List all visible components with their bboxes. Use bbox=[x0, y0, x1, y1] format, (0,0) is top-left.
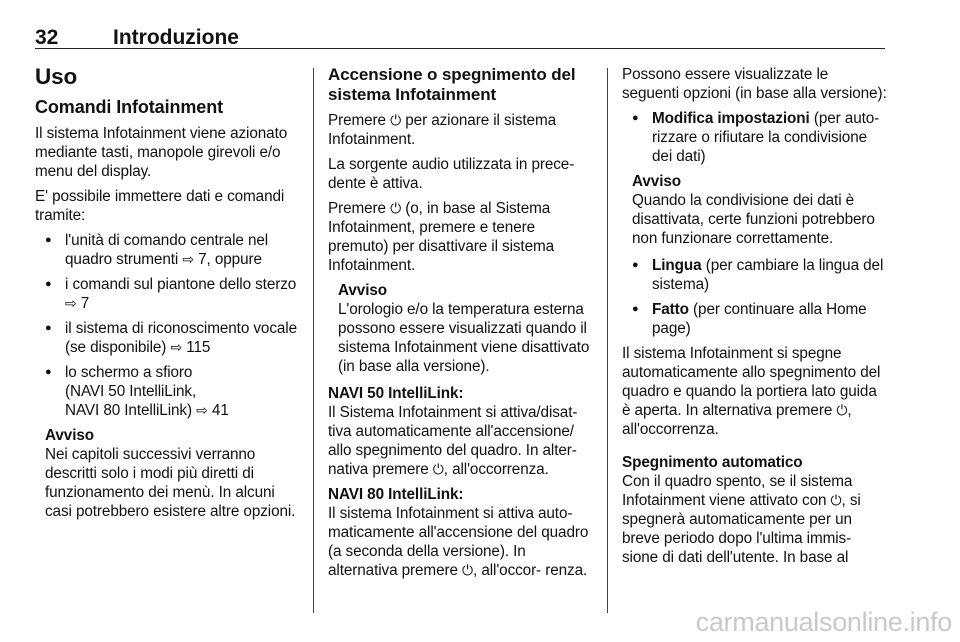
paragraph: La sorgente audio utilizzata in prece- dente è attiva. bbox=[328, 156, 575, 192]
column-divider bbox=[607, 68, 608, 613]
page-reference: 41 bbox=[211, 402, 229, 419]
note-box bbox=[328, 281, 592, 376]
note-title: Avviso bbox=[632, 173, 681, 190]
power-icon: ⏻ bbox=[462, 562, 474, 578]
note-text: Quando la condivisione dei dati è disattivata, certe funzioni potrebbero non funzionare correttamente. bbox=[632, 192, 875, 247]
section-heading: Accensione o spegnimento del sistema Infotainment bbox=[328, 65, 576, 104]
page-reference: 7 bbox=[80, 295, 90, 312]
power-icon: ⏻ bbox=[390, 200, 402, 216]
paragraph: Spegnimento automatico Con il quadro spento, se il sistema Infotainment viene attivato con ⏻, si spegnerà automaticamente per un breve periodo dopo l'ultima immis- sione di dati dell'utente. In base al bbox=[622, 454, 861, 566]
column-middle bbox=[328, 65, 592, 586]
list-item: ● Lingua (per cambiare la lingua del sistema) bbox=[622, 256, 887, 294]
note-text: L'orologio e/o la temperatura esterna possono essere visualizzati quando il sistema Infotainment viene disattivato (in base alla versione). bbox=[338, 301, 590, 375]
list-item: ● l'unità di comando centrale nel quadro strumenti ⇨ 7, oppure bbox=[35, 231, 299, 269]
note-text: Nei capitoli successivi verranno descritti solo i modi più diretti di funzionamento dei menù. In alcuni casi potrebbero esistere altre opzioni. bbox=[45, 446, 296, 520]
input-methods-list bbox=[35, 231, 299, 420]
paragraph: NAVI 50 IntelliLink: Il Sistema Infotainment si attiva/disat- tiva automaticamente all'accensione/ allo spegnimento del quadro. In alter- nativa premere ⏻, all'occorrenza. bbox=[328, 385, 578, 478]
note-box bbox=[35, 426, 299, 521]
paragraph: Possono essere visualizzate le seguenti opzioni (in base alla versione): bbox=[622, 66, 887, 102]
options-list bbox=[622, 109, 887, 166]
list-item: ● lo schermo a sfioro (NAVI 50 IntelliLink, NAVI 80 IntelliLink) ⇨ 41 bbox=[35, 363, 299, 420]
reference-arrow-icon: ⇨ bbox=[196, 402, 208, 418]
reference-arrow-icon: ⇨ bbox=[65, 295, 77, 311]
options-list bbox=[622, 256, 887, 338]
column-right bbox=[622, 65, 887, 573]
page-header bbox=[35, 26, 885, 49]
paragraph: E' possibile immettere dati e comandi tramite: bbox=[35, 188, 285, 224]
page-number: 32 bbox=[35, 26, 59, 49]
note-box bbox=[622, 172, 887, 248]
subheading: Spegnimento automatico bbox=[622, 454, 803, 471]
subheading: NAVI 80 IntelliLink: bbox=[328, 486, 464, 503]
paragraph: Premere ⏻ (o, in base al Sistema Infotainment, premere e tenere premuto) per disattivare il sistema Infotainment. bbox=[328, 200, 555, 274]
section-heading: Comandi Infotainment bbox=[35, 97, 223, 117]
page-reference: 115 bbox=[186, 339, 211, 356]
note-title: Avviso bbox=[338, 282, 387, 299]
power-icon: ⏻ bbox=[830, 492, 842, 508]
reference-arrow-icon: ⇨ bbox=[170, 339, 183, 355]
list-item: ● Fatto (per continuare alla Home page) bbox=[622, 300, 887, 338]
paragraph: Premere ⏻ per azionare il sistema Infotainment. bbox=[328, 112, 557, 148]
column-left bbox=[35, 65, 299, 529]
subheading: NAVI 50 IntelliLink: bbox=[328, 385, 464, 402]
list-item: ● i comandi sul piantone dello sterzo ⇨ 7 bbox=[35, 275, 299, 313]
note-title: Avviso bbox=[45, 427, 94, 444]
list-item: ● Modifica impostazioni (per auto- rizzare o rifiutare la condivisione dei dati) bbox=[622, 109, 887, 166]
watermark: carmanualsonline.info bbox=[695, 607, 952, 637]
power-icon: ⏻ bbox=[432, 461, 444, 477]
power-icon: ⏻ bbox=[390, 112, 402, 128]
paragraph: Il sistema Infotainment viene azionato mediante tasti, manopole girevoli e/o menu del display. bbox=[35, 125, 288, 180]
section-title: Introduzione bbox=[113, 26, 239, 49]
page-reference: 7, oppure bbox=[198, 251, 262, 268]
chapter-title: Uso bbox=[35, 64, 78, 89]
column-divider bbox=[313, 68, 314, 613]
paragraph: NAVI 80 IntelliLink: Il sistema Infotainment si attiva auto- maticamente all'accensione del quadro (a seconda della versione). In alternativa premere ⏻, all'occor- renza. bbox=[328, 486, 589, 579]
paragraph: Il sistema Infotainment si spegne automaticamente allo spegnimento del quadro e quando la portiera lato guida è aperta. In alternativa premere ⏻, all'occorrenza. bbox=[622, 345, 881, 438]
list-item: ● il sistema di riconoscimento vocale (se disponibile) ⇨ 115 bbox=[35, 319, 299, 357]
reference-arrow-icon: ⇨ bbox=[182, 251, 194, 267]
power-icon: ⏻ bbox=[836, 402, 848, 418]
